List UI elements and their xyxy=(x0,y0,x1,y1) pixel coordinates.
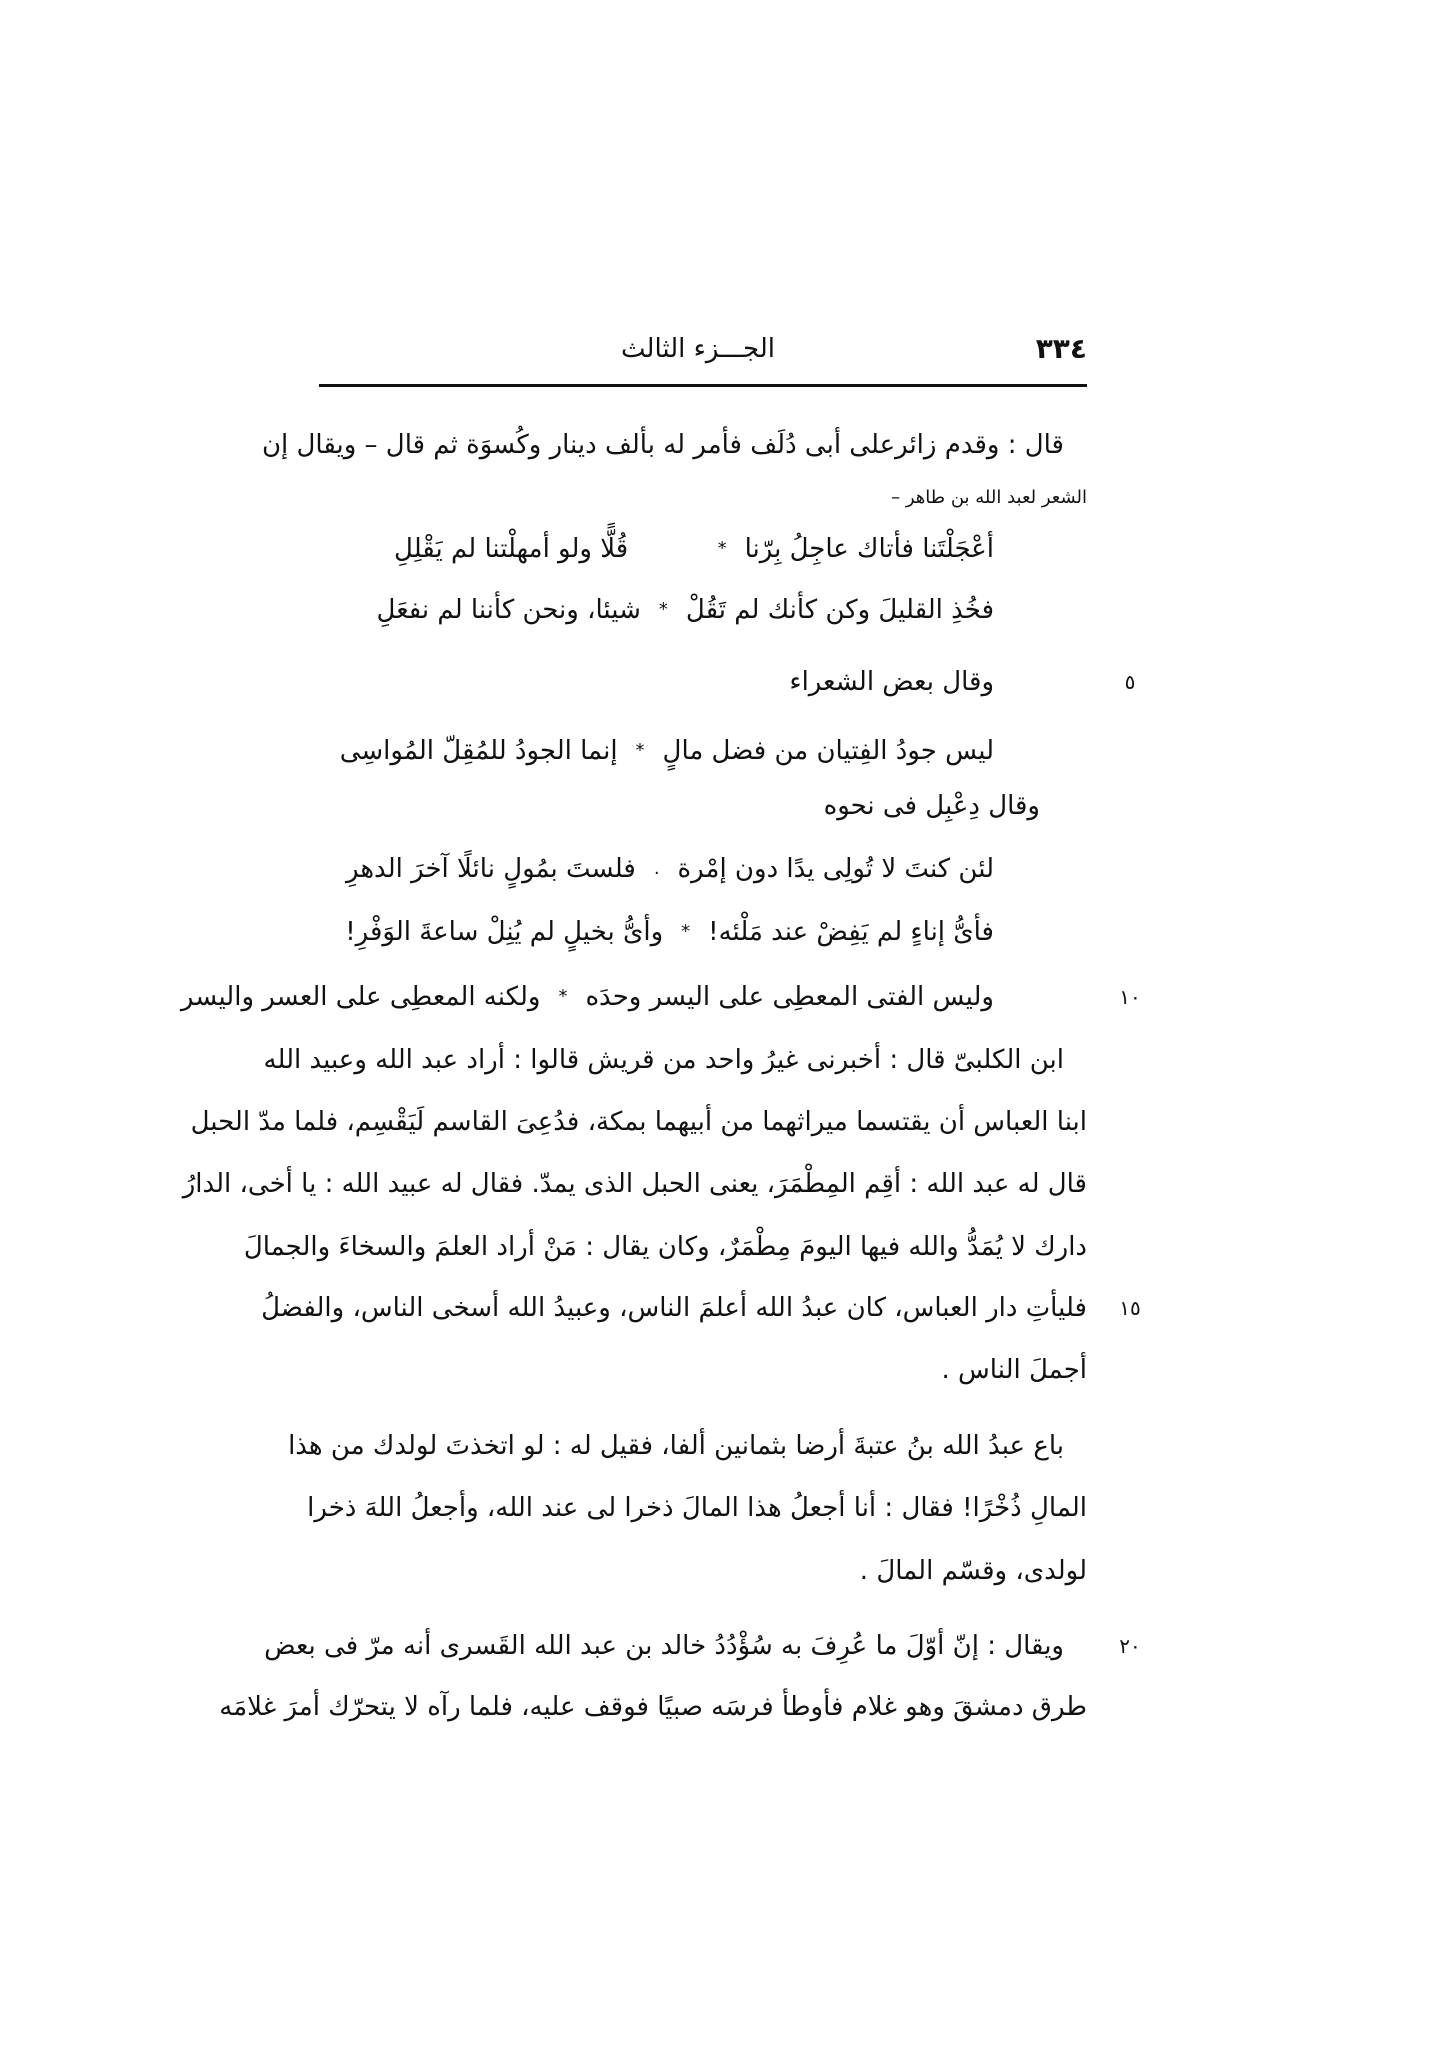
verse-separator: * xyxy=(635,740,645,761)
text-line: قال : وقدم زائرعلى أبى دُلَف فأمر له بألف دينار وكُسوَة ثم قال – ويقال إن xyxy=(261,430,1064,460)
margin-line-number: ١٠ xyxy=(1119,985,1141,1009)
verse-separator: * xyxy=(558,986,568,1007)
verse-line xyxy=(376,585,994,635)
hemistich: شيئا، ونحن كأننا لم نفعَلِ xyxy=(376,595,641,625)
hemistich: إنما الجودُ للمُقِلّ المُواسِى xyxy=(339,736,618,766)
text-line: أجملَ الناس . xyxy=(941,1355,1087,1385)
verse-separator: * xyxy=(681,921,691,942)
hemistich: وأىُّ بخيلٍ لم يُنِلْ ساعةَ الوَفْرِ! xyxy=(345,917,664,947)
verse-separator: . xyxy=(653,858,660,879)
hemistich: فخُذِ القليلَ وكن كأنك لم تَقُلْ xyxy=(685,595,994,625)
text-line: ويقال : إنّ أوّلَ ما عُرِفَ به سُؤْدُدُ خالد بن عبد الله القَسرى أنه مرّ فى بعض xyxy=(264,1631,1064,1661)
text-line: فليأتِ دار العباس، كان عبدُ الله أعلمَ الناس، وعبيدُ الله أسخى الناس، والفضلُ xyxy=(261,1293,1087,1323)
verse-line xyxy=(180,972,994,1022)
text-line: طرق دمشقَ وهو غلام فأوطأ فرسَه صبيًا فوقف عليه، فلما رآه لا يتحرّك أمرَ غلامَه xyxy=(219,1692,1087,1722)
hemistich: ولكنه المعطِى على العسر واليسر xyxy=(180,982,541,1012)
margin-line-number: ١٥ xyxy=(1119,1296,1141,1320)
hemistich: ليس جودُ الفِتيان من فضل مالٍ xyxy=(662,736,994,766)
hemistich: فأىُّ إناءٍ لم يَفِضْ عند مَلْئه! xyxy=(708,917,994,947)
verse-line xyxy=(346,844,994,894)
text-line: قال له عبد الله : أقِم المِطْمَرَ، يعنى الحبل الذى يمدّ. فقال له عبيد الله : يا أخى، الدارُ xyxy=(182,1169,1087,1199)
running-title: الجـــزء الثالث xyxy=(621,334,775,364)
verse-separator: * xyxy=(658,599,668,620)
verse-line xyxy=(339,726,994,776)
verse-separator: * xyxy=(717,538,727,559)
hemistich: فلستَ بمُولٍ نائلًا آخرَ الدهرِ xyxy=(346,854,636,884)
text-line: الشعر لعبد الله بن طاهر – xyxy=(891,487,1087,508)
text-line: المالِ ذُخْرًا! فقال : أنا أجعلُ هذا المالَ ذخرا لى عند الله، وأجعلُ اللهَ ذخرا xyxy=(307,1493,1087,1523)
margin-line-number: ٢٠ xyxy=(1119,1634,1141,1658)
text-line: باع عبدُ الله بنُ عتبةَ أرضا بثمانين ألفا، فقيل له : لو اتخذتَ لولدك من هذا xyxy=(288,1431,1064,1461)
hemistich: لئن كنتَ لا تُولِى يدًا دون إمْرة xyxy=(677,854,994,884)
text-line: لولدى، وقسّم المالَ . xyxy=(859,1556,1087,1586)
text-line: وقال بعض الشعراء xyxy=(789,667,994,697)
header-rule xyxy=(319,384,1087,387)
hemistich: أعْجَلْتَنا فأتاك عاجِلُ بِرّنا xyxy=(744,534,994,564)
hemistich: وليس الفتى المعطِى على اليسر وحدَه xyxy=(585,982,994,1012)
text-line: وقال دِعْبِل فى نحوه xyxy=(823,791,1040,821)
text-line: ابنا العباس أن يقتسما ميراثهما من أبيهما بمكة، فدُعِىَ القاسم لَيَقْسِم، فلما مدّ الحبل xyxy=(190,1107,1087,1137)
hemistich: قُلًّا ولو أمهلْتنا لم يَقْلِلِ xyxy=(394,534,629,564)
page-number: ٣٣٤ xyxy=(1035,332,1087,365)
margin-line-number: ٥ xyxy=(1124,670,1136,694)
verse-line xyxy=(394,524,994,574)
verse-line xyxy=(345,907,994,957)
text-line: ابن الكلبىّ قال : أخبرنى غيرُ واحد من قريش قالوا : أراد عبد الله وعبيد الله xyxy=(263,1045,1064,1075)
text-line: دارك لا يُمَدُّ والله فيها اليومَ مِطْمَرٌ، وكان يقال : مَنْ أراد العلمَ والسخاءَ والجمالَ xyxy=(243,1232,1087,1262)
